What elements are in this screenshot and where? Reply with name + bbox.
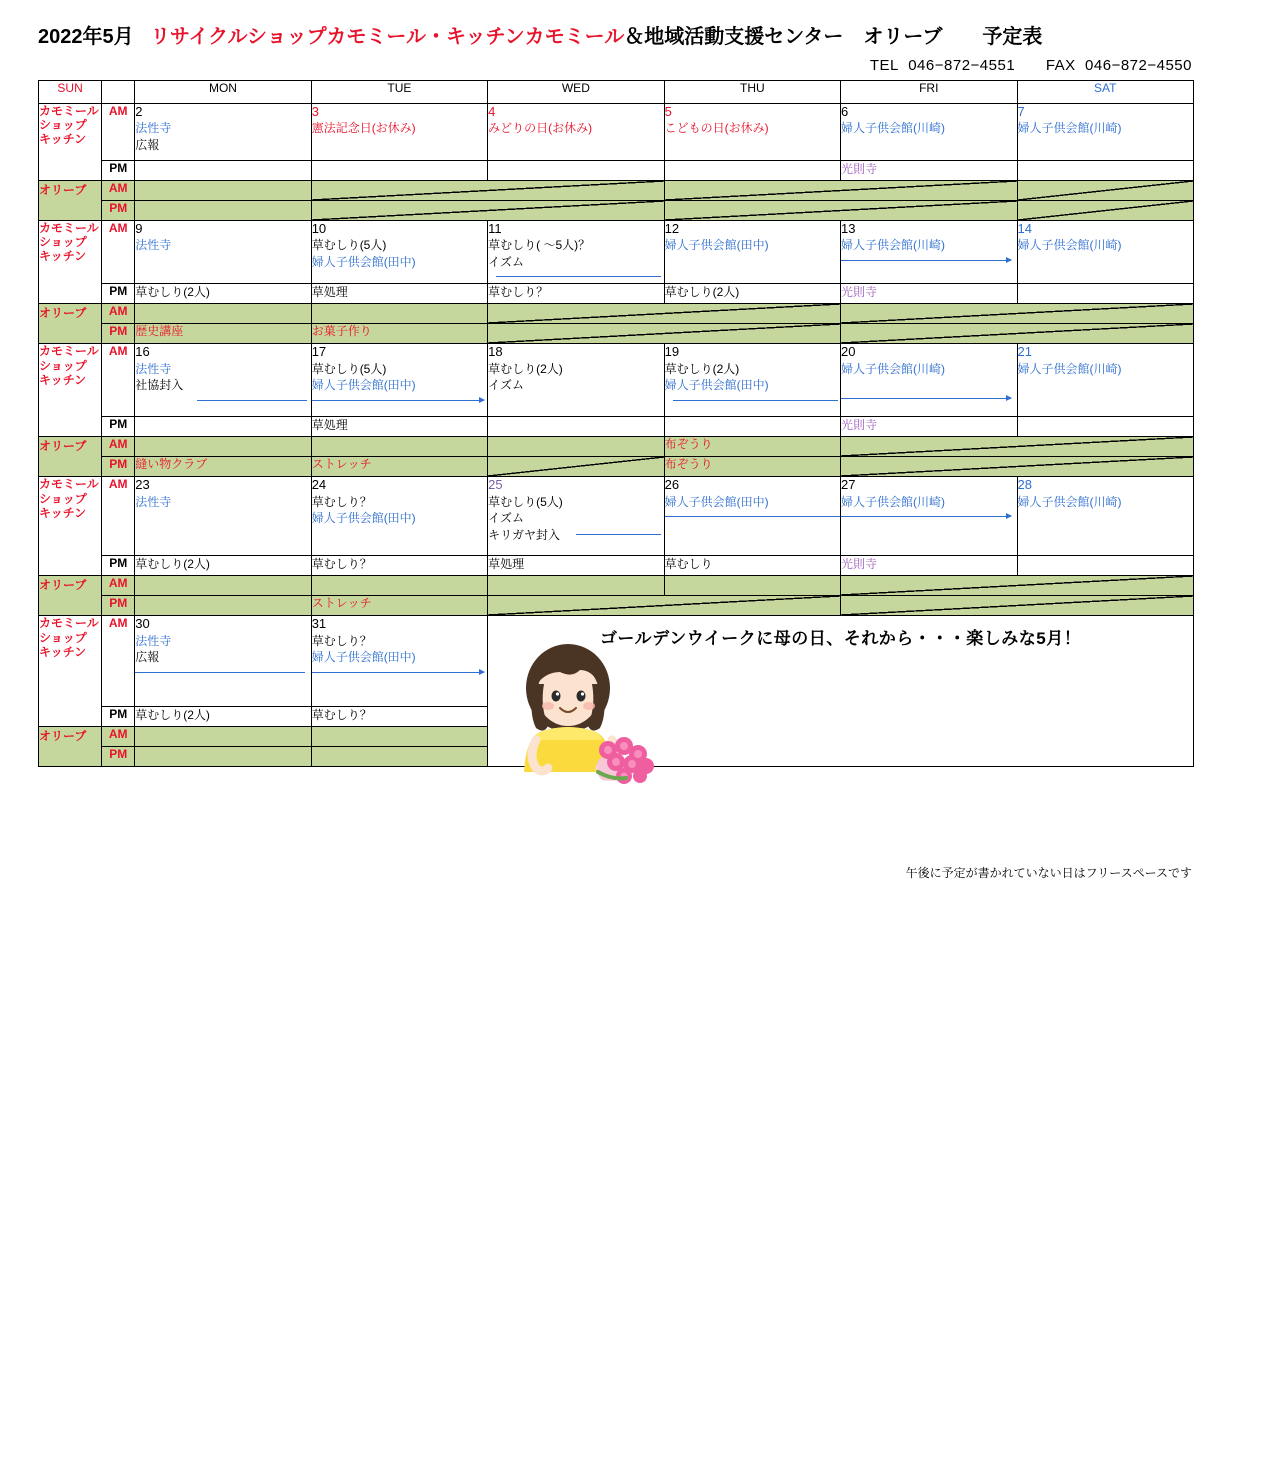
pm-cell[interactable] — [135, 284, 311, 304]
day-cell-30[interactable] — [135, 616, 311, 707]
day-cell-11[interactable] — [488, 221, 664, 284]
event-text: 歴史講座 — [135, 324, 184, 339]
pm-cell[interactable] — [311, 556, 487, 576]
col-header-sat: SAT — [1017, 81, 1194, 104]
pm-label: PM — [102, 747, 135, 767]
day-cell-21[interactable] — [1017, 344, 1194, 417]
am-label: AM — [102, 576, 135, 596]
pm-cell[interactable] — [135, 417, 311, 437]
row-label-kamomiru: カモミール ショップ キッチン — [39, 344, 102, 437]
am-label: AM — [102, 477, 135, 556]
day-number: 3 — [311, 104, 319, 119]
am-label: AM — [102, 344, 135, 417]
duration-arrow — [312, 395, 487, 407]
olive-cell[interactable] — [311, 747, 487, 767]
day-cell-31[interactable] — [311, 616, 487, 707]
event-text: 草むしり(2人) — [488, 361, 563, 376]
week5-am-row — [39, 616, 1194, 707]
col-header-thu: THU — [664, 81, 840, 104]
week1-am-row — [39, 104, 1194, 161]
day-number: 10 — [311, 221, 327, 236]
day-number: 6 — [841, 104, 849, 119]
day-number: 30 — [135, 616, 150, 632]
pm-label: PM — [102, 707, 135, 727]
olive-cell[interactable] — [135, 324, 311, 344]
event-text: 草むしり(5人) — [311, 361, 387, 376]
event-text: 法性寺 — [135, 238, 172, 253]
col-header-blank — [102, 81, 135, 104]
day-cell-13[interactable] — [841, 221, 1017, 284]
event-text: 草むしり(2人) — [135, 557, 210, 572]
col-header-mon: MON — [135, 81, 311, 104]
day-number: 26 — [664, 477, 680, 493]
week1-olive-am-row — [39, 181, 1194, 201]
event-text: イズム — [488, 378, 525, 393]
duration-arrow — [841, 393, 1016, 405]
am-label: AM — [102, 104, 135, 161]
olive-cell-empty[interactable] — [841, 576, 1194, 596]
event-text: 布ぞうり — [664, 437, 713, 452]
event-text: お菓子作り — [311, 324, 372, 339]
day-number: 4 — [488, 104, 496, 119]
pm-label: PM — [102, 457, 135, 477]
day-cell-16[interactable] — [135, 344, 311, 417]
event-text: 光則寺 — [841, 285, 878, 300]
olive-cell[interactable] — [135, 181, 311, 201]
day-number: 13 — [841, 221, 856, 236]
event-text: 草むしり？ — [311, 557, 372, 572]
event-text: 社協封入 — [135, 378, 184, 393]
duration-arrow — [841, 255, 1016, 267]
table-header-row — [39, 81, 1194, 104]
row-label-olive: オリーブ — [39, 576, 102, 616]
event-text: 布ぞうり — [664, 457, 713, 472]
day-number: 5 — [664, 104, 672, 119]
pm-label: PM — [102, 284, 135, 304]
row-label-olive: オリーブ — [39, 727, 102, 767]
event-text: 婦人子供会館(川崎) — [1017, 121, 1122, 136]
olive-cell[interactable] — [135, 747, 311, 767]
illustration-area — [488, 616, 1194, 767]
row-label-kamomiru: カモミール ショップ キッチン — [39, 221, 102, 304]
row-label-olive: オリーブ — [39, 437, 102, 477]
day-cell-28[interactable] — [1017, 477, 1194, 556]
pm-cell[interactable] — [1017, 417, 1194, 437]
pm-cell[interactable] — [841, 161, 1017, 181]
event-text: 草むしり(2人) — [664, 361, 740, 376]
day-number: 18 — [488, 344, 503, 360]
tel-label: TEL — [869, 57, 899, 74]
am-label: AM — [102, 221, 135, 284]
week3-pm-row — [39, 417, 1194, 437]
pm-cell[interactable] — [311, 161, 487, 181]
title-kitchen-name: キッチンカモミール — [446, 26, 625, 48]
pm-cell[interactable] — [664, 284, 840, 304]
title-separator: ・ — [426, 26, 447, 48]
day-cell-14[interactable] — [1017, 221, 1194, 284]
olive-cell-empty[interactable] — [488, 596, 841, 616]
olive-cell-empty[interactable] — [488, 457, 664, 477]
week2-pm-row — [39, 284, 1194, 304]
day-cell-18[interactable] — [488, 344, 664, 417]
week4-olive-pm-row — [39, 596, 1194, 616]
event-text: 法性寺 — [135, 494, 172, 509]
week3-olive-am-row — [39, 437, 1194, 457]
olive-cell-empty[interactable] — [488, 324, 841, 344]
pm-cell[interactable] — [664, 161, 840, 181]
event-text: 光則寺 — [841, 162, 878, 176]
pm-cell[interactable] — [135, 161, 311, 181]
event-text: 婦人子供会館(田中) — [664, 494, 769, 509]
pm-label: PM — [102, 201, 135, 221]
event-text: 婦人子供会館(田中) — [664, 378, 769, 393]
day-number: 16 — [135, 344, 150, 360]
event-text: 婦人子供会館(田中) — [311, 511, 416, 526]
week4-olive-am-row — [39, 576, 1194, 596]
event-text: 広報 — [135, 650, 160, 665]
duration-arrow — [665, 395, 840, 407]
olive-cell[interactable] — [664, 576, 840, 596]
day-number: 21 — [1017, 344, 1032, 360]
olive-cell[interactable] — [135, 304, 311, 324]
week3-am-row — [39, 344, 1194, 417]
event-text: キリガヤ封入 — [488, 527, 561, 542]
pm-label: PM — [102, 324, 135, 344]
am-label: AM — [102, 616, 135, 707]
title-center-name: ＆地域活動支援センター オリーブ 予定表 — [624, 26, 1043, 48]
event-text: 草処理 — [311, 418, 348, 433]
row-label-kamomiru: カモミール ショップ キッチン — [39, 616, 102, 727]
day-cell-2[interactable] — [135, 104, 311, 161]
event-text: 草むしり？ — [488, 285, 549, 300]
event-text: 草処理 — [311, 285, 348, 300]
day-cell-17[interactable] — [311, 344, 487, 417]
olive-cell[interactable] — [488, 437, 664, 457]
day-number: 19 — [664, 344, 680, 360]
day-cell-9[interactable] — [135, 221, 311, 284]
day-number: 17 — [311, 344, 327, 360]
day-number: 12 — [664, 221, 680, 236]
event-text: 婦人子供会館(川崎) — [1017, 361, 1122, 376]
event-text: 草むしり(5人) — [311, 238, 387, 253]
event-text: 婦人子供会館(川崎) — [1017, 494, 1122, 509]
pm-cell[interactable] — [664, 556, 840, 576]
olive-cell-empty[interactable] — [841, 596, 1194, 616]
olive-cell[interactable] — [311, 596, 487, 616]
contact-info — [870, 57, 1192, 74]
fax-number: 046−872−4550 — [1085, 57, 1192, 74]
col-header-sun: SUN — [39, 81, 102, 104]
row-label-olive: オリーブ — [39, 304, 102, 344]
am-label: AM — [102, 304, 135, 324]
olive-cell-empty[interactable] — [1017, 181, 1194, 201]
day-cell-20[interactable] — [841, 344, 1017, 417]
event-text: 草むしり(2人) — [664, 285, 740, 300]
day-cell-7[interactable] — [1017, 104, 1194, 161]
duration-arrow — [135, 667, 310, 679]
olive-cell[interactable] — [311, 304, 487, 324]
day-cell-27[interactable] — [841, 477, 1017, 556]
event-text: みどりの日(お休み) — [488, 121, 593, 136]
col-header-tue: TUE — [311, 81, 487, 104]
day-cell-6[interactable] — [841, 104, 1017, 161]
event-text: 草むしり(5人) — [488, 494, 563, 509]
footnote: 午後に予定が書かれていない日はフリースペースです — [905, 866, 1192, 880]
event-text: 草むしり( ～5人)？ — [488, 238, 591, 253]
duration-arrow — [841, 511, 1016, 523]
pm-cell[interactable] — [841, 284, 1017, 304]
title-shop-name: リサイクルショップカモミール — [150, 26, 427, 48]
col-header-wed: WED — [488, 81, 664, 104]
pm-cell[interactable] — [664, 417, 840, 437]
event-text: 婦人子供会館(田中) — [311, 650, 416, 665]
day-number: 27 — [841, 477, 856, 493]
day-cell-12[interactable] — [664, 221, 840, 284]
olive-cell-empty[interactable] — [664, 201, 1017, 221]
pm-label: PM — [102, 161, 135, 181]
event-text: 草むしり？ — [311, 494, 372, 509]
event-text: こどもの日(お休み) — [664, 121, 769, 136]
olive-cell[interactable] — [311, 576, 487, 596]
event-text: ストレッチ — [311, 596, 372, 611]
day-number: 24 — [311, 477, 327, 493]
pm-cell[interactable] — [488, 417, 664, 437]
week1-pm-row — [39, 161, 1194, 181]
event-text: 草むしり(2人) — [135, 285, 210, 300]
event-text: 草むしり？ — [311, 633, 372, 648]
pm-cell[interactable] — [311, 707, 487, 727]
event-text: 婦人子供会館(田中) — [664, 238, 769, 253]
pm-cell[interactable] — [488, 556, 664, 576]
olive-cell-empty[interactable] — [841, 324, 1194, 344]
day-number: 25 — [488, 477, 503, 493]
duration-arrow — [135, 395, 310, 407]
day-number: 2 — [135, 104, 143, 119]
pm-cell[interactable] — [841, 556, 1017, 576]
day-cell-4[interactable] — [488, 104, 664, 161]
row-label-kamomiru: カモミール ショップ キッチン — [39, 104, 102, 181]
pm-label: PM — [102, 596, 135, 616]
pm-cell[interactable] — [135, 707, 311, 727]
row-label-kamomiru: カモミール ショップ キッチン — [39, 477, 102, 576]
pm-cell[interactable] — [488, 161, 664, 181]
bottom-message: ゴールデンウイークに母の日、それから・・・楽しみな5月！ — [599, 629, 1082, 649]
day-number: 20 — [841, 344, 856, 360]
page-title — [38, 20, 1042, 49]
day-number: 31 — [311, 616, 327, 632]
pm-cell[interactable] — [311, 284, 487, 304]
event-text: 婦人子供会館(田中) — [311, 254, 416, 269]
day-cell-26[interactable] — [664, 477, 840, 556]
olive-cell-empty[interactable] — [841, 304, 1194, 324]
event-text: ストレッチ — [311, 457, 372, 472]
day-cell-23[interactable] — [135, 477, 311, 556]
event-text: 婦人子供会館(川崎) — [841, 361, 946, 376]
week1-olive-pm-row — [39, 201, 1194, 221]
olive-cell-empty[interactable] — [488, 304, 841, 324]
olive-cell-empty[interactable] — [664, 181, 1017, 201]
olive-cell[interactable] — [311, 457, 487, 477]
day-cell-24[interactable] — [311, 477, 487, 556]
event-text: 広報 — [135, 137, 160, 152]
day-number: 9 — [135, 221, 143, 236]
pm-cell[interactable] — [1017, 284, 1194, 304]
duration-arrow — [312, 667, 487, 679]
day-number: 23 — [135, 477, 150, 493]
day-number: 14 — [1017, 221, 1032, 236]
olive-cell[interactable] — [135, 457, 311, 477]
olive-cell[interactable] — [311, 437, 487, 457]
am-label: AM — [102, 437, 135, 457]
title-year-month: 2022年5月 — [38, 26, 134, 48]
day-cell-25[interactable] — [488, 477, 664, 556]
duration-arrow — [488, 271, 663, 283]
day-cell-10[interactable] — [311, 221, 487, 284]
duration-arrow — [488, 529, 663, 541]
event-text: 草むしり(2人) — [135, 708, 210, 723]
schedule-table — [38, 80, 1194, 767]
olive-cell[interactable] — [135, 576, 311, 596]
event-text: 婦人子供会館(川崎) — [841, 121, 946, 136]
olive-cell[interactable] — [488, 576, 664, 596]
olive-cell[interactable] — [311, 324, 487, 344]
event-text: 光則寺 — [841, 557, 878, 572]
day-cell-3[interactable] — [311, 104, 487, 161]
day-number: 11 — [488, 221, 502, 236]
olive-cell[interactable] — [664, 437, 840, 457]
event-text: 婦人子供会館(田中) — [311, 378, 416, 393]
event-text: 光則寺 — [841, 418, 878, 433]
day-cell-5[interactable] — [664, 104, 840, 161]
row-label-olive: オリーブ — [39, 181, 102, 221]
pm-cell[interactable] — [488, 284, 664, 304]
pm-cell[interactable] — [1017, 556, 1194, 576]
event-text: イズム — [488, 511, 525, 526]
event-text: 婦人子供会館(川崎) — [841, 494, 946, 509]
event-text: 婦人子供会館(川崎) — [1017, 238, 1122, 253]
event-text: 婦人子供会館(川崎) — [841, 238, 946, 253]
col-header-fri: FRI — [841, 81, 1017, 104]
olive-cell[interactable] — [135, 596, 311, 616]
olive-cell-empty[interactable] — [841, 437, 1194, 457]
event-text: 法性寺 — [135, 361, 172, 376]
am-label: AM — [102, 181, 135, 201]
pm-cell[interactable] — [841, 417, 1017, 437]
am-label: AM — [102, 727, 135, 747]
pm-cell[interactable] — [311, 417, 487, 437]
week4-am-row — [39, 477, 1194, 556]
event-text: 憲法記念日(お休み) — [311, 121, 416, 136]
olive-cell[interactable] — [135, 201, 311, 221]
fax-label: FAX — [1045, 57, 1076, 74]
event-text: 法性寺 — [135, 121, 172, 136]
day-number: 28 — [1017, 477, 1032, 493]
olive-cell[interactable] — [135, 437, 311, 457]
event-text: イズム — [488, 254, 525, 269]
day-number: 7 — [1017, 104, 1025, 119]
pm-label: PM — [102, 417, 135, 437]
olive-cell-empty[interactable] — [1017, 201, 1194, 221]
duration-arrow — [665, 511, 840, 523]
olive-cell[interactable] — [311, 727, 487, 747]
event-text: 法性寺 — [135, 633, 172, 648]
tel-number: 046−872−4551 — [908, 57, 1016, 74]
olive-cell[interactable] — [664, 457, 840, 477]
day-cell-19[interactable] — [664, 344, 840, 417]
pm-cell[interactable] — [1017, 161, 1194, 181]
olive-cell[interactable] — [135, 727, 311, 747]
girl-illustration — [496, 640, 676, 790]
week4-pm-row — [39, 556, 1194, 576]
week2-olive-am-row — [39, 304, 1194, 324]
week2-am-row — [39, 221, 1194, 284]
pm-label: PM — [102, 556, 135, 576]
week3-olive-pm-row — [39, 457, 1194, 477]
event-text: 草むしり — [664, 557, 713, 572]
event-text: 草処理 — [488, 557, 525, 572]
olive-cell-empty[interactable] — [841, 457, 1194, 477]
event-text: 草むしり？ — [311, 708, 372, 723]
event-text: 縫い物クラブ — [135, 457, 208, 472]
olive-cell-empty[interactable] — [311, 181, 664, 201]
week2-olive-pm-row — [39, 324, 1194, 344]
olive-cell-empty[interactable] — [311, 201, 664, 221]
pm-cell[interactable] — [135, 556, 311, 576]
